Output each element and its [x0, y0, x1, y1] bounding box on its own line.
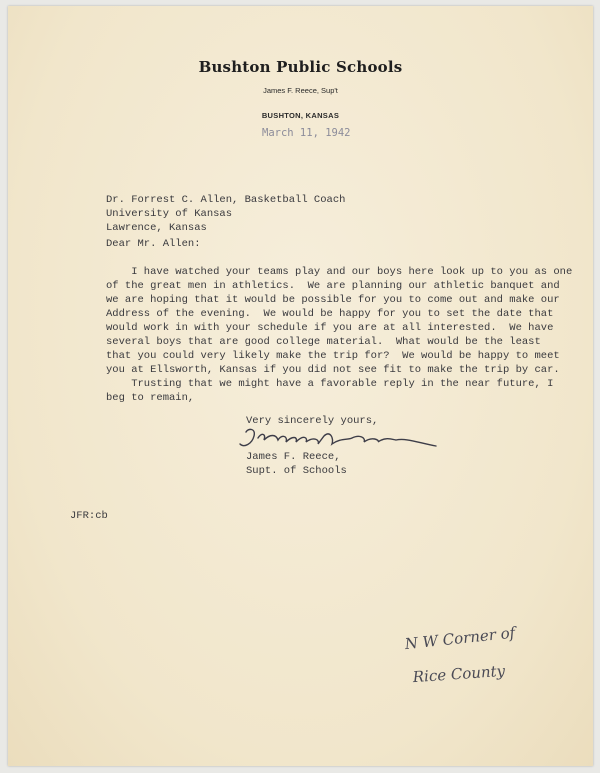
recipient-line: Dr. Forrest C. Allen, Basketball Coach [106, 194, 346, 206]
note-line-2: Rice County [412, 661, 506, 687]
recipient-line: University of Kansas [106, 208, 233, 220]
letter-page [8, 6, 593, 766]
body-line: we are hoping that it would be possible for you to come out and make our [106, 294, 560, 306]
body-line: that you could very likely make the trip for? We would be happy to meet [106, 350, 560, 362]
complimentary-close: Very sincerely yours, [246, 415, 379, 427]
salutation: Dear Mr. Allen: [106, 238, 201, 250]
recipient-address [106, 193, 345, 235]
closing-line: Trusting that we might have a favorable reply in the near future, I [106, 378, 554, 390]
closing-paragraph [106, 377, 553, 405]
body-line: I have watched your teams play and our boys here look up to you as one [106, 266, 573, 278]
note-line-1: N W Corner of [403, 623, 517, 654]
letterhead-superintendent: James F. Reece, Sup't [263, 86, 338, 95]
reference-initials: JFR:cb [70, 510, 108, 522]
signer-block [246, 450, 347, 478]
signer-name: James F. Reece, [246, 451, 341, 463]
recipient-line: Lawrence, Kansas [106, 222, 207, 234]
letterhead-title: Bushton Public Schools [198, 58, 403, 76]
signer-title: Supt. of Schools [246, 465, 347, 477]
body-line: of the great men in athletics. We are planning our athletic banquet and [106, 280, 560, 292]
body-paragraph [106, 265, 572, 377]
closing-line: beg to remain, [106, 392, 195, 404]
letter-date: March 11, 1942 [262, 127, 351, 139]
body-line: several boys that are good college material. What would be the least [106, 336, 541, 348]
body-line: you at Ellsworth, Kansas if you did not see fit to make the trip by car. [106, 364, 560, 376]
letterhead-location: BUSHTON, KANSAS [261, 111, 340, 120]
body-line: would work in with your schedule if you are at all interested. We have [106, 322, 554, 334]
handwritten-pencil-note [403, 616, 543, 696]
body-line: Address of the evening. We would be happy for you to set the date that [106, 308, 554, 320]
